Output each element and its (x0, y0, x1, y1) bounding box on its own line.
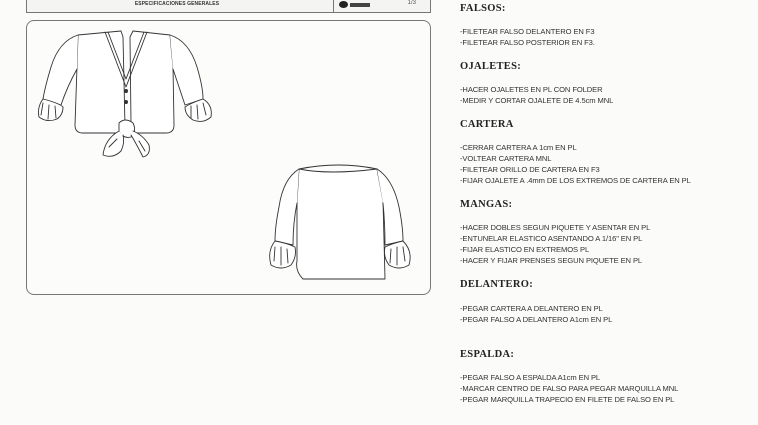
blouse-front-sketch (33, 27, 233, 167)
spec-line: -ENTUNELAR ELASTICO ASENTANDO A 1/16" EN PL (460, 234, 643, 243)
spec-line: -PEGAR MARQUILLA TRAPECIO EN FILETE DE FALSO EN PL (460, 395, 675, 404)
spec-line: -CERRAR CARTERA A 1cm EN PL (460, 143, 577, 152)
section-title-falsos: FALSOS: (460, 3, 506, 14)
section-title-delantero: DELANTERO: (460, 279, 534, 290)
section-title-espalda: ESPALDA: (460, 349, 515, 360)
header-page-number: 1/3 (407, 0, 416, 6)
spec-line: -FIJAR OJALETE A .4mm DE LOS EXTREMOS DE CARTERA EN PL (460, 176, 691, 185)
spec-line: -PEGAR FALSO A ESPALDA A1cm EN PL (460, 373, 601, 382)
header-divider (333, 0, 334, 12)
spec-line: -FILETEAR FALSO POSTERIOR EN F3. (460, 38, 595, 47)
spec-line: -MARCAR CENTRO DE FALSO PARA PEGAR MARQUILLA MNL (460, 384, 679, 393)
logo-mark-icon (339, 1, 348, 8)
section-title-ojaletes: OJALETES: (460, 61, 522, 72)
garment-sketch-frame (26, 20, 431, 295)
spec-line: -FILETEAR ORILLO DE CARTERA EN F3 (460, 165, 600, 174)
spec-line: -HACER OJALETES EN PL CON FOLDER (460, 85, 603, 94)
section-title-mangas: MANGAS: (460, 199, 513, 210)
spec-line: -FIJAR ELASTICO EN EXTREMOS PL (460, 245, 590, 254)
header-title: ESPECIFICACIONES GENERALES (134, 1, 220, 7)
spec-header (26, 0, 431, 13)
spec-line: -PEGAR FALSO A DELANTERO A1cm EN PL (460, 315, 613, 324)
spec-line: -MEDIR Y CORTAR OJALETE DE 4.5cm MNL (460, 96, 614, 105)
spec-line: -FILETEAR FALSO DELANTERO EN F3 (460, 27, 595, 36)
spec-line: -PEGAR CARTERA A DELANTERO EN PL (460, 304, 603, 313)
spec-line: -VOLTEAR CARTERA MNL (460, 154, 552, 163)
spec-line: -HACER Y FIJAR PRENSES SEGUN PIQUETE EN PL (460, 256, 643, 265)
blouse-back-sketch (269, 161, 429, 291)
brand-logo (339, 1, 379, 10)
section-title-cartera: CARTERA (460, 119, 514, 130)
spec-line: -HACER DOBLES SEGUN PIQUETE Y ASENTAR EN PL (460, 223, 651, 232)
